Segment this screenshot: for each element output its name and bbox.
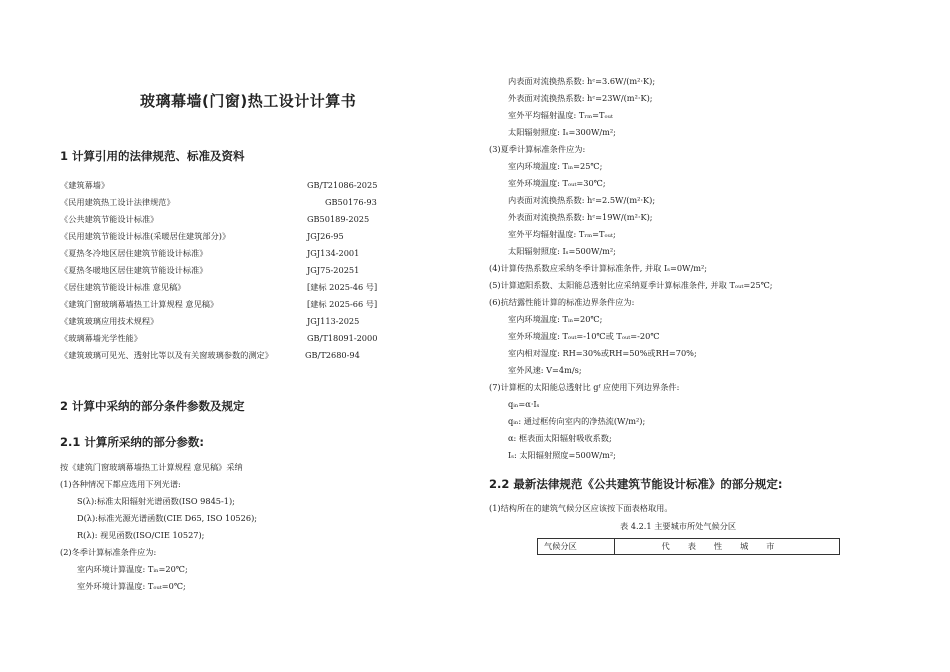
para-line: D(λ):标准光源光谱函数(CIE D65, ISO 10526);: [77, 513, 258, 523]
para-line: 内表面对流换热系数: hᶜ=3.6W/(m²·K);: [508, 76, 656, 86]
para-line: (5)计算遮阳系数、太阳能总透射比应采纳夏季计算标准条件, 并取 Tₒᵤₜ=25℃;: [489, 280, 773, 290]
ref-code: [建标 2025-66 号]: [307, 299, 378, 309]
para-line: 室内环境计算温度: Tᵢₙ=20℃;: [77, 564, 188, 574]
ref-name: 《民用建筑热工设计法律规范》: [60, 197, 175, 207]
ref-name: 《建筑幕墙》: [60, 180, 110, 190]
para-line: 室外平均辐射温度: Tᵣₘ=Tₒᵤₜ;: [508, 229, 616, 239]
para-line: 室内环境温度: Tᵢₙ=25℃;: [508, 161, 603, 171]
para-line: 室外环境温度: Tₒᵤₜ=30℃;: [508, 178, 606, 188]
ref-code: JGJ26-95: [307, 231, 344, 241]
ref-name: 《建筑门窗玻璃幕墙热工计算规程 意见稿》: [60, 299, 219, 309]
ref-code: JGJ75-20251: [307, 265, 360, 275]
para-line: (1)各种情况下都应选用下列光谱:: [60, 479, 181, 489]
para-line: 按《建筑门窗玻璃幕墙热工计算规程 意见稿》采纳: [60, 462, 243, 472]
para-line: 室外环境计算温度: Tₒᵤₜ=0℃;: [77, 581, 186, 591]
table-caption: 表 4.2.1 主要城市所处气候分区: [620, 521, 737, 531]
table-header-cell: 气候分区: [538, 539, 615, 554]
para-line: 太阳辐射照度: Iₛ=500W/m²;: [508, 246, 616, 256]
ref-code: GB50189-2025: [307, 214, 370, 224]
para-line: Iₛ: 太阳辐射照度=500W/m²;: [508, 450, 616, 460]
para-line: (3)夏季计算标准条件应为:: [489, 144, 586, 154]
para-line: 室内环境温度: Tᵢₙ=20℃;: [508, 314, 603, 324]
ref-name: 《民用建筑节能设计标准(采暖居住建筑部分)》: [60, 231, 231, 241]
section2-2-heading: 2.2 最新法律规范《公共建筑节能设计标准》的部分规定:: [489, 477, 783, 491]
para-line: qᵢₙ: 通过框传向室内的净热流(W/m²);: [508, 416, 646, 426]
para-line: 外表面对流换热系数: hᶜ=23W/(m²·K);: [508, 93, 653, 103]
para-line: 室外环境温度: Tₒᵤₜ=-10℃或 Tₒᵤₜ=-20℃: [508, 331, 660, 341]
ref-code: JGJ134-2001: [307, 248, 360, 258]
para-line: (4)计算传热系数应采纳冬季计算标准条件, 并取 Iₛ=0W/m²;: [489, 263, 708, 273]
para-line: 太阳辐射照度: Iₛ=300W/m²;: [508, 127, 616, 137]
ref-name: 《建筑玻璃应用技术规程》: [60, 316, 159, 326]
section1-heading: 1 计算引用的法律规范、标准及资料: [60, 149, 245, 163]
document-title: 玻璃幕墙(门窗)热工设计计算书: [140, 92, 357, 110]
para-line: (2)冬季计算标准条件应为:: [60, 547, 157, 557]
para-line: R(λ): 视见函数(ISO/CIE 10527);: [77, 530, 205, 540]
para-line: (7)计算框的太阳能总透射比 gᶠ 应使用下列边界条件:: [489, 382, 680, 392]
ref-code: [建标 2025-46 号]: [307, 282, 378, 292]
ref-code: GB50176-93: [325, 197, 377, 207]
section2-heading: 2 计算中采纳的部分条件参数及规定: [60, 399, 245, 413]
para-line: 外表面对流换热系数: hᶜ=19W/(m²·K);: [508, 212, 653, 222]
ref-code: GB/T2680-94: [305, 350, 360, 360]
ref-name: 《夏热冬冷地区居住建筑节能设计标准》: [60, 248, 208, 258]
ref-name: 《公共建筑节能设计标准》: [60, 214, 159, 224]
para-line: 室内相对湿度: RH=30%或RH=50%或RH=70%;: [508, 348, 697, 358]
table-header-cell: 代表性城市: [661, 541, 793, 551]
para-line: α: 框表面太阳辐射吸收系数;: [508, 433, 612, 443]
para-line: qᵢₙ=α·Iₛ: [508, 399, 540, 409]
ref-name: 《夏热冬暖地区居住建筑节能设计标准》: [60, 265, 208, 275]
para-line: S(λ):标准太阳辐射光谱函数(ISO 9845-1);: [77, 496, 235, 506]
para-line: 室外风速: V=4m/s;: [508, 365, 582, 375]
para-line: 室外平均辐射温度: Tᵣₘ=Tₒᵤₜ: [508, 110, 613, 120]
ref-name: 《玻璃幕墙光学性能》: [60, 333, 142, 343]
section2-1-heading: 2.1 计算所采纳的部分参数:: [60, 435, 204, 449]
ref-code: JGJ113-2025: [307, 316, 360, 326]
para-line: 内表面对流换热系数: hᶜ=2.5W/(m²·K);: [508, 195, 656, 205]
para-line: (6)抗结露性能计算的标准边界条件应为:: [489, 297, 635, 307]
ref-code: GB/T21086-2025: [307, 180, 378, 190]
ref-name: 《建筑玻璃可见光、透射比等以及有关窗玻璃参数的测定》: [60, 350, 273, 360]
para-line: (1)结构所在的建筑气候分区应该按下面表格取用。: [489, 503, 673, 513]
climate-table: [537, 538, 840, 555]
ref-code: GB/T18091-2000: [307, 333, 378, 343]
ref-name: 《居住建筑节能设计标准 意见稿》: [60, 282, 186, 292]
